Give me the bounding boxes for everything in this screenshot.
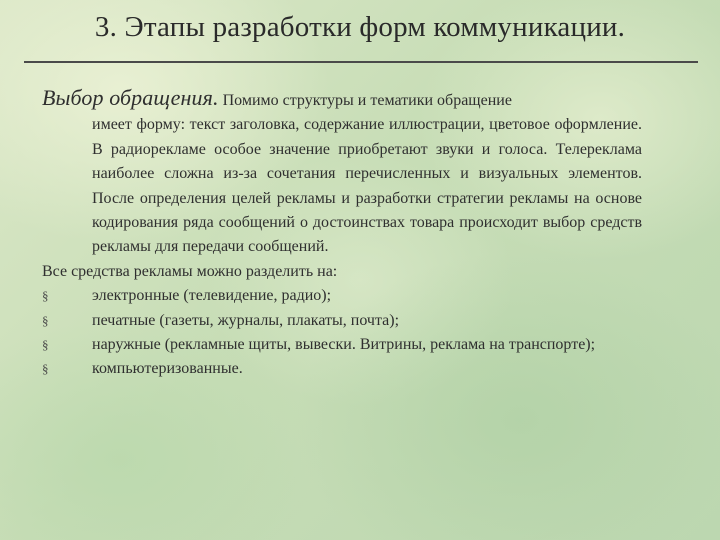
slide-title: 3. Этапы разработки форм коммуникации. [94,11,626,43]
lead-term: Выбор обращения. [42,85,219,110]
bullet-marker: § [42,337,49,353]
list-item [42,284,642,308]
paragraph-body: имеет форму: текст заголовка, содержание иллюстрации, цветовое оформление. В радиорекламе особое значение приобретают звуки и голоса. Телереклама наиболее сложна из-за сочетания перечисленных и визуальных элементов. После определения целей рекламы и разработки стратегии рекламы на основе кодирования ряда сообщений о достоинствах товара происходит выбор средств рекламы для передачи сообщений. [92,116,642,256]
list-item-text: электронные (телевидение, радио); [92,287,332,305]
list-item-text: компьютеризованные. [92,360,243,378]
list-intro: Все средства рекламы можно разделить на: [42,262,338,280]
list-item [42,357,642,381]
lead-line [42,86,642,113]
list-item-text: наружные (рекламные щиты, вывески. Витрины, реклама на транспорте); [92,336,596,354]
list-item [42,333,642,357]
bullet-marker: § [42,312,49,328]
bullet-marker: § [42,288,49,304]
title-divider [24,61,698,63]
list-item-text: печатные (газеты, журналы, плакаты, почта); [92,311,400,329]
lead-text: Помимо структуры и тематики обращение [222,92,512,109]
list-item [42,309,642,333]
bullet-marker: § [42,361,49,377]
slide-body [42,86,642,382]
